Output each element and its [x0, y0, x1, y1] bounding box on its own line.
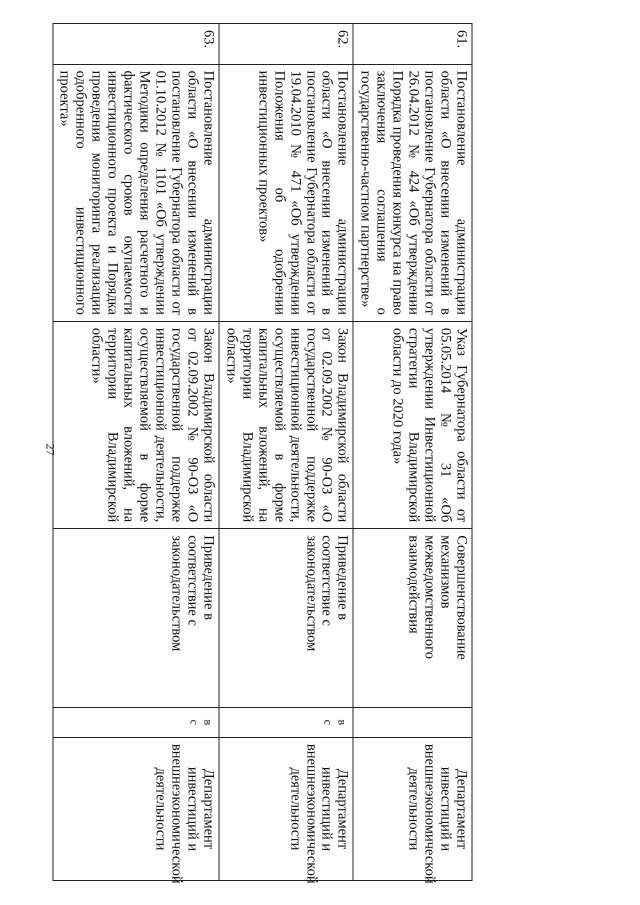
document-table-rotated — [57, 23, 473, 884]
department-cell: Департамент инвестиций и внешнеэкономической деятельности — [53, 737, 219, 880]
document-table — [52, 23, 472, 884]
legal-act-cell: Постановление администрации области «О внесении изменений в постановление Губернатора области от 19.04.2010 № 471 «Об утверждении Положения об одобрении инвестиционных проектов» — [219, 64, 354, 321]
reason-cell: Приведение в соответствие с законодательством — [53, 529, 219, 707]
page-number: 27 — [43, 443, 58, 456]
mark-letter: с — [321, 719, 336, 725]
table-row — [353, 24, 472, 881]
mark-cell — [353, 707, 472, 737]
row-number: 61. — [353, 24, 472, 65]
mark-letter: с — [187, 719, 202, 725]
legal-act-cell: Постановление администрации области «О внесении изменений в постановление Губернатора области от 26.04.2012 № 424 «Об утверждении Порядка проведения конкурса на право заключения соглашения о государственно-частном партнерстве» — [353, 64, 472, 321]
reason-cell: Совершенствование механизмов межведомственного взаимодействия — [353, 529, 472, 707]
table-row — [53, 24, 219, 881]
mark-cell — [219, 707, 354, 737]
basis-document-cell: Указ Губернатора области от 05.05.2014 № 31 «Об утверждении Инвестиционной стратегии Владимирской области до 2020 года» — [353, 321, 472, 528]
table-row — [219, 24, 354, 881]
department-cell: Департамент инвестиций и внешнеэкономической деятельности — [353, 737, 472, 880]
reason-cell: Приведение в соответствие с законодательством — [219, 529, 354, 707]
basis-document-cell: Закон Владимирской области от 02.09.2002 № 90-ОЗ «О государственной поддержке инвестиционной деятельности, осуществляемой в форме капитальных вложений, на территории Владимирской области» — [219, 321, 354, 528]
department-cell: Департамент инвестиций и внешнеэкономической деятельности — [219, 737, 354, 880]
mark-cell — [53, 707, 219, 737]
basis-document-cell: Закон Владимирской области от 02.09.2002 № 90-ОЗ «О государственной поддержке инвестиционной деятельности, осуществляемой в форме капитальных вложений, на территории Владимирской области» — [53, 321, 219, 528]
legal-act-cell: Постановление администрации области «О внесении изменений в постановление Губернатора области от 01.10.2012 № 1101 «Об утверждении Методики определения расчетного и фактического сроков окупаемости инвестиционного проекта и Порядка проведения мониторинга реализации одобренного инвестиционного проекта» — [53, 64, 219, 321]
mark-letter: в — [335, 719, 350, 726]
row-number: 63. — [53, 24, 219, 65]
mark-letter: в — [201, 719, 216, 726]
row-number: 62. — [219, 24, 354, 65]
